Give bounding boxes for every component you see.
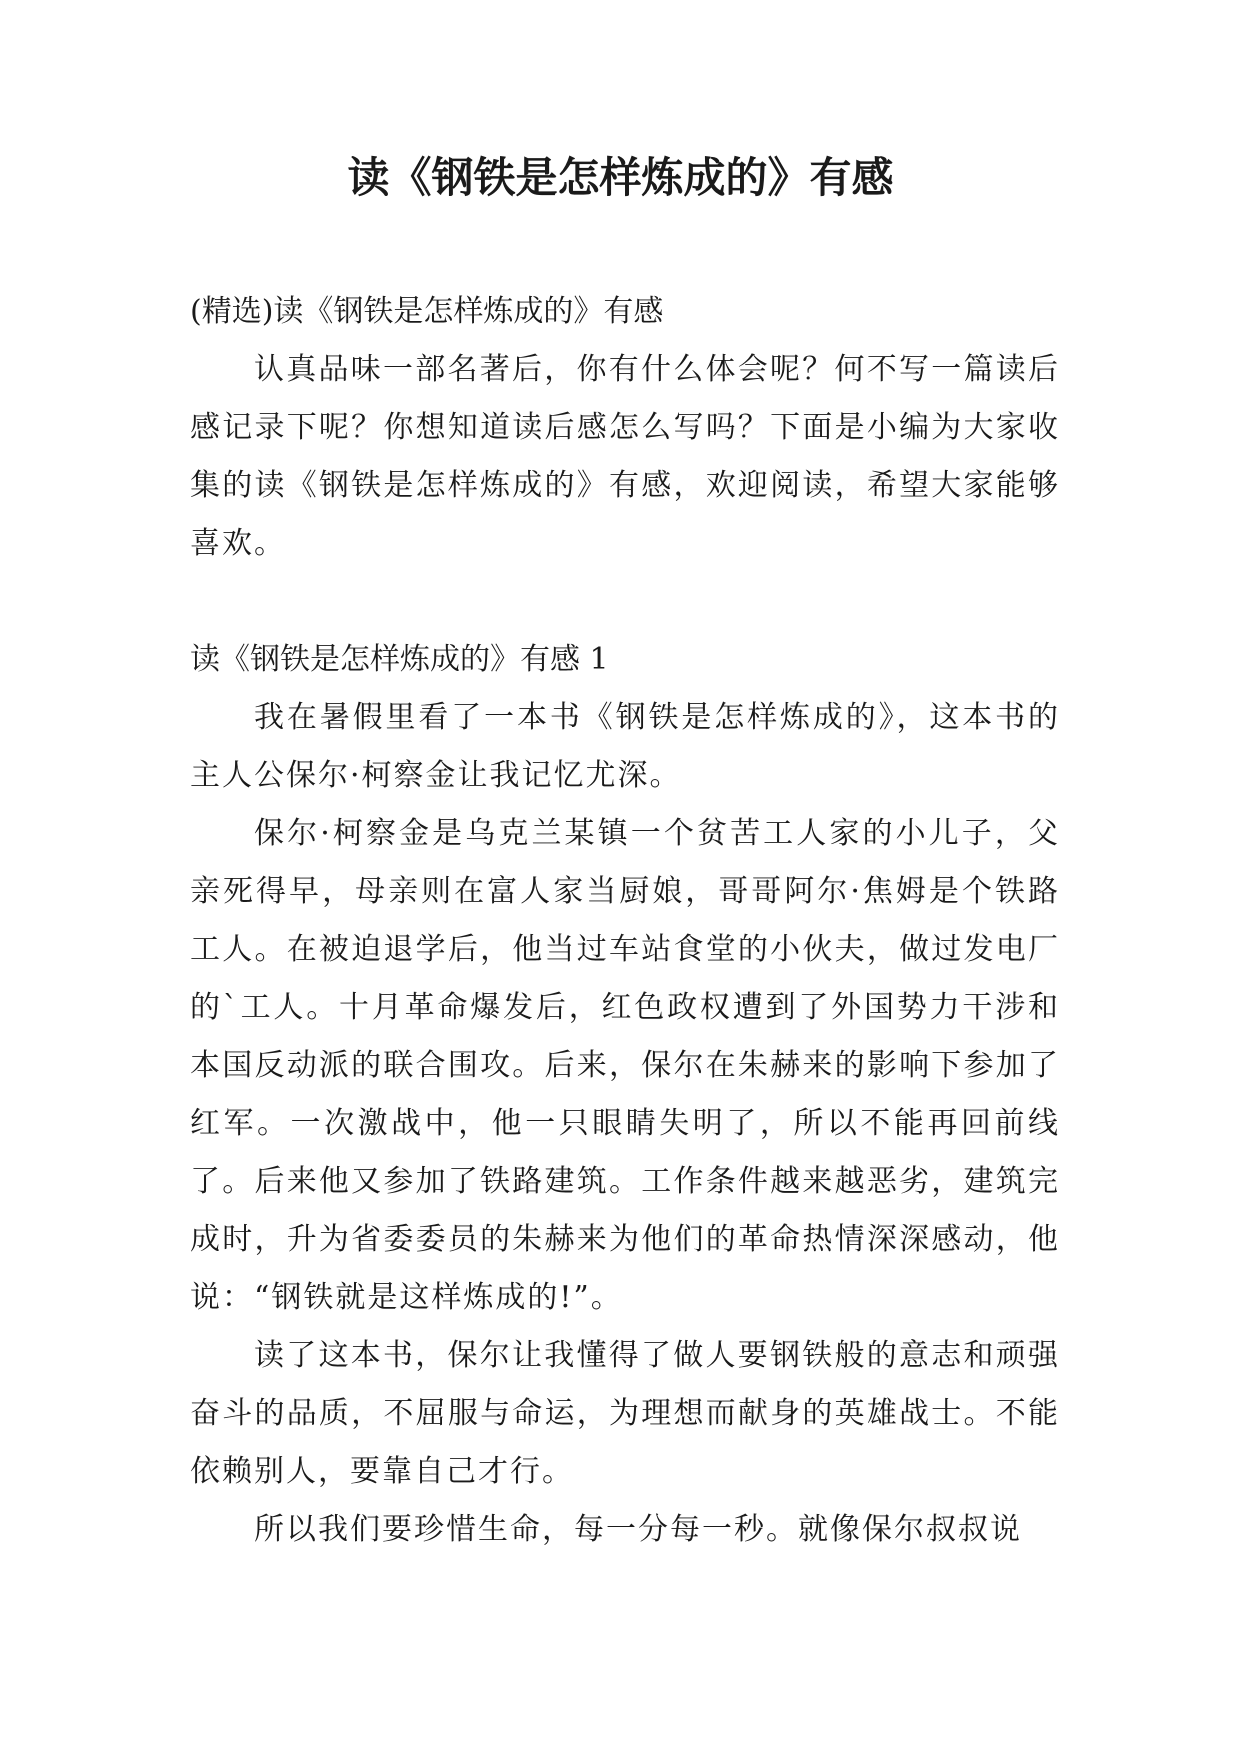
page-title: 读《钢铁是怎样炼成的》有感	[347, 153, 894, 202]
body-paragraph: 我在暑假里看了一本书《钢铁是怎样炼成的》，这本书的主人公保尔·柯察金让我记忆尤深。	[190, 700, 1060, 793]
body-paragraph: 保尔·柯察金是乌克兰某镇一个贫苦工人家的小儿子，父亲死得早，母亲则在富人家当厨娘，哥哥阿尔·焦姆是个铁路工人。在被迫退学后，他当过车站食堂的小伙夫，做过发电厂的`工人。十月革命爆发后，红色政权遭到了外国势力干涉和本国反动派的联合围攻。后来，保尔在朱赫来的影响下参加了红军。一次激战中，他一只眼睛失明了，所以不能再回前线了。后来他又参加了铁路建筑。工作条件越来越恶劣，建筑完成时，升为省委委员的朱赫来为他们的革命热情深深感动，他说：“钢铁就是这样炼成的!”。	[190, 816, 1060, 1315]
section-heading: 读《钢铁是怎样炼成的》有感 1	[190, 642, 609, 677]
section-spacer	[190, 573, 1060, 631]
document-subtitle: (精选)读《钢铁是怎样炼成的》有感	[190, 294, 664, 329]
document-body	[190, 283, 1060, 1559]
body-paragraph: 所以我们要珍惜生命，每一分每一秒。就像保尔叔叔说	[254, 1512, 1022, 1547]
body-paragraph: 读了这本书，保尔让我懂得了做人要钢铁般的意志和顽强奋斗的品质，不屈服与命运，为理想而献身的英雄战士。不能依赖别人，要靠自己才行。	[190, 1338, 1060, 1489]
intro-paragraph: 认真品味一部名著后，你有什么体会呢？何不写一篇读后感记录下呢？你想知道读后感怎么写吗？下面是小编为大家收集的读《钢铁是怎样炼成的》有感，欢迎阅读，希望大家能够喜欢。	[190, 352, 1060, 561]
